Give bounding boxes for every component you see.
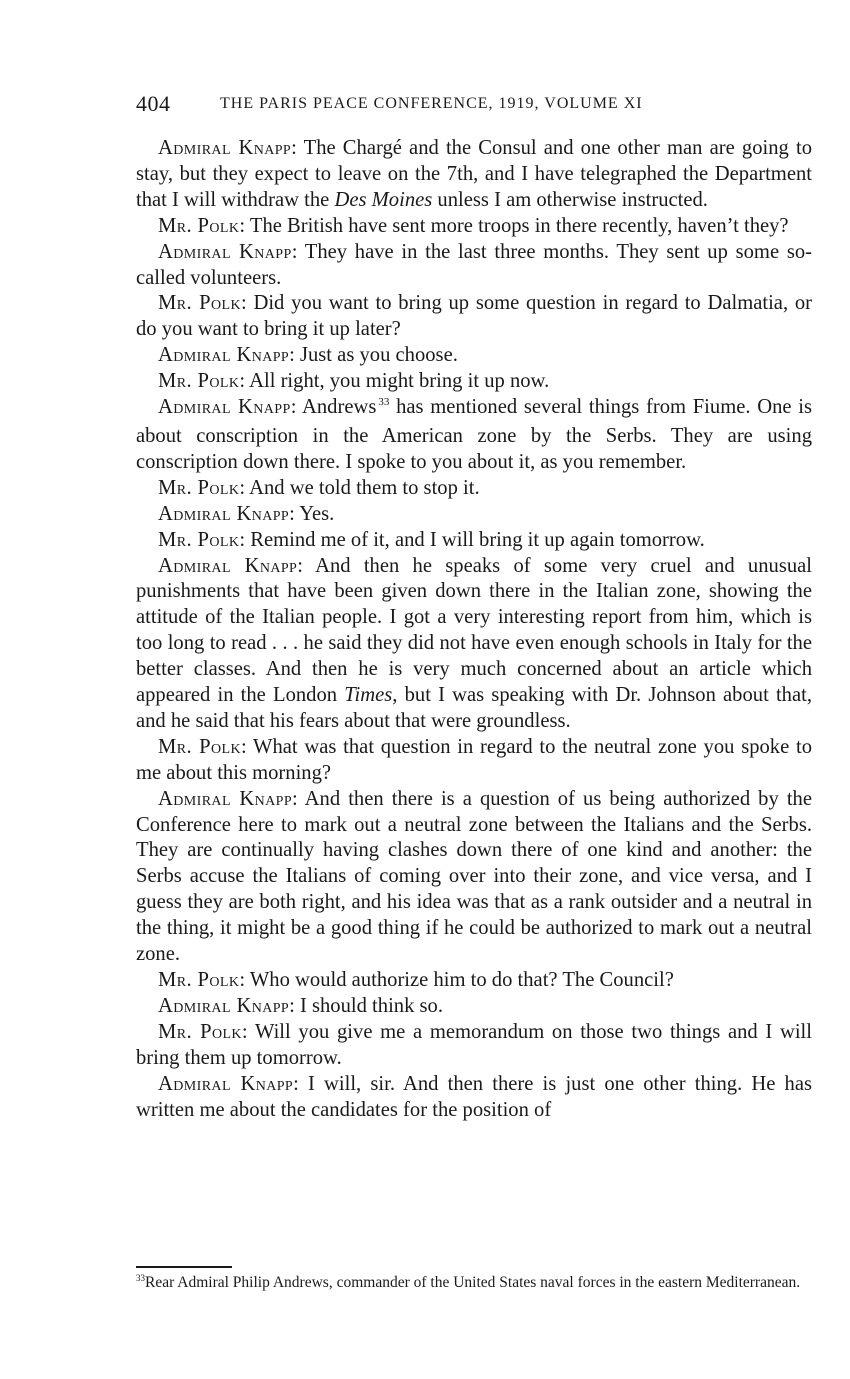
paragraph-text: : Will you give me a memorandum on those two things and I will bring them up tomorrow. <box>136 1020 812 1069</box>
paragraph-text: : The Chargé and the Consul and one other man are going to stay, but they expect to leave on the 7th, and I have telegraphed the Department that I will withdraw the <box>136 137 813 211</box>
speaker-name: Admiral Knapp <box>158 994 290 1017</box>
speaker-name: Mr. Polk <box>158 292 241 315</box>
paragraph-text: : And we told them to stop it. <box>239 476 480 499</box>
transcript-paragraph <box>136 291 812 343</box>
speaker-name: Mr. Polk <box>158 370 240 393</box>
footnote-reference: 33 <box>378 396 390 409</box>
speaker-name: Admiral Knapp <box>158 344 290 367</box>
paragraph-text: : Just as you choose. <box>289 344 458 367</box>
italic-text: Times <box>344 684 393 707</box>
page-number: 404 <box>136 91 171 116</box>
transcript-paragraph <box>136 554 812 735</box>
paragraph-text: : They have in the last three months. They sent up some so-called volunteers. <box>136 240 812 289</box>
speaker-name: Mr. Polk <box>158 528 240 551</box>
footnote-divider <box>136 1266 232 1268</box>
body-text <box>136 136 812 1123</box>
paragraph-text: : And then there is a question of us being authorized by the Conference here to mark out a neutral zone between the Italians and the Serbs. They are continually having clashes down there of one kind and another: the Serbs accuse the Italians of coming over into their zone, and vice versa, and I guess they are both right, and his idea was that as a rank outsider and a neutral in the thing, it might be a good thing if he could be authorized to mark out a neutral zone. <box>136 787 812 966</box>
page-header <box>136 91 816 119</box>
transcript-paragraph <box>136 502 812 528</box>
speaker-name: Admiral Knapp <box>158 787 293 810</box>
speaker-name: Mr. Polk <box>158 214 240 237</box>
transcript-paragraph <box>136 214 812 240</box>
speaker-name: Mr. Polk <box>158 735 241 758</box>
paragraph-text: : Did you want to bring up some question in regard to Dalmatia, or do you want to bring it up later? <box>136 292 812 341</box>
speaker-name: Admiral Knapp <box>158 554 298 577</box>
paragraph-text: : Who would authorize him to do that? The Council? <box>239 969 674 991</box>
paragraph-text: unless I am otherwise instructed. <box>432 188 708 211</box>
paragraph-text: : Andrews <box>290 396 377 419</box>
paragraph-text: : Yes. <box>289 502 335 525</box>
speaker-name: Admiral Knapp <box>158 240 292 263</box>
paragraph-text: : And then he speaks of some very cruel and unusual punishments that have been given down there in the Italian zone, showing the attitude of the Italian people. I got a very interesting report from him, which is too long to read . . . he said they did not have even enough schools in Italy for the better classes. And then he is very much concerned about an article which appeared in the London <box>136 554 812 707</box>
transcript-paragraph <box>136 476 812 502</box>
paragraph-text: : I will, sir. And then there is just one other thing. He has written me about the candidates for the position of <box>136 1072 812 1121</box>
speaker-name: Mr. Polk <box>158 476 240 499</box>
speaker-name: Admiral Knapp <box>158 137 292 159</box>
transcript-paragraph <box>136 240 812 292</box>
paragraph-text: : Remind me of it, and I will bring it up again tomorrow. <box>239 528 705 551</box>
footnote <box>136 1274 812 1293</box>
speaker-name: Admiral Knapp <box>158 502 290 525</box>
transcript-paragraph <box>136 994 812 1020</box>
speaker-name: Mr. Polk <box>158 1020 242 1043</box>
transcript-paragraph <box>136 968 812 994</box>
paragraph-text: : I should think so. <box>289 994 443 1017</box>
footnote-marker: 33 <box>136 1273 145 1283</box>
speaker-name: Mr. Polk <box>158 969 240 991</box>
paragraph-text: : What was that question in regard to the neutral zone you spoke to me about this morning? <box>136 735 812 784</box>
running-title: THE PARIS PEACE CONFERENCE, 1919, VOLUME XI <box>220 95 643 112</box>
footnote-text: Rear Admiral Philip Andrews, commander of the United States naval forces in the eastern Mediterranean. <box>145 1274 801 1291</box>
paragraph-text: has mentioned several things from Fiume. One is about conscription in the American zone by the Serbs. They are using conscription down there. I spoke to you about it, as you remember. <box>136 396 812 473</box>
transcript-paragraph <box>136 735 812 787</box>
transcript-paragraph <box>136 1020 812 1072</box>
transcript-paragraph <box>136 528 812 554</box>
speaker-name: Admiral Knapp <box>158 1072 294 1095</box>
paragraph-text: : The British have sent more troops in there recently, haven’t they? <box>239 214 789 237</box>
transcript-paragraph <box>136 136 812 214</box>
italic-text: Des Moines <box>334 188 433 211</box>
transcript-paragraph <box>136 343 812 369</box>
transcript-paragraph <box>136 395 812 476</box>
transcript-paragraph <box>136 1072 812 1124</box>
transcript-paragraph <box>136 369 812 395</box>
paragraph-text: : All right, you might bring it up now. <box>239 370 550 393</box>
speaker-name: Admiral Knapp <box>158 396 291 419</box>
transcript-paragraph <box>136 787 812 968</box>
paragraph-text: , but I was speaking with Dr. Johnson about that, and he said that his fears about that were groundless. <box>136 684 812 732</box>
